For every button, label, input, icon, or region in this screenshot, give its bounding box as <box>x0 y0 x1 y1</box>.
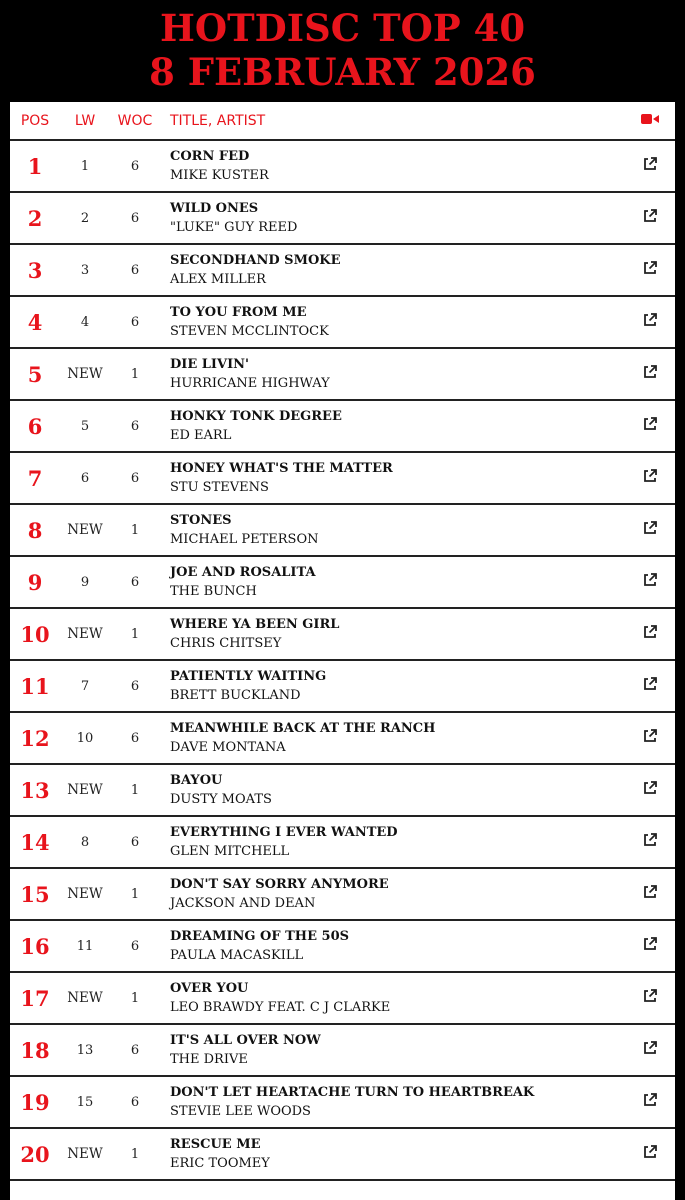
external-link-icon[interactable] <box>625 884 675 904</box>
weeks-on-chart: 6 <box>130 574 140 590</box>
weeks-on-chart: 6 <box>130 470 140 486</box>
external-link-icon[interactable] <box>625 364 675 384</box>
position: 14 <box>20 829 50 855</box>
song-title: DREAMING OF THE 50S <box>170 929 350 944</box>
title-artist <box>160 667 625 705</box>
external-link-icon[interactable] <box>625 1092 675 1112</box>
weeks-on-chart: 1 <box>130 522 140 538</box>
artist-name: STEVIE LEE WOODS <box>170 1104 311 1119</box>
artist-name: STU STEVENS <box>170 480 269 495</box>
external-link-icon[interactable] <box>625 1040 675 1060</box>
weeks-on-chart: 6 <box>130 938 140 954</box>
video-camera-icon[interactable] <box>625 112 675 130</box>
title-artist <box>160 563 625 601</box>
weeks-on-chart: 1 <box>130 782 140 798</box>
last-week: NEW <box>67 990 103 1006</box>
column-header-row <box>10 102 675 141</box>
last-week: 4 <box>80 314 90 330</box>
song-title: STONES <box>170 513 232 528</box>
song-title: JOE AND ROSALITA <box>170 565 316 580</box>
last-week: 11 <box>76 938 94 954</box>
last-week: 7 <box>80 678 90 694</box>
chart-row <box>10 661 675 713</box>
title-artist <box>160 147 625 185</box>
external-link-icon[interactable] <box>625 572 675 592</box>
artist-name: MICHAEL PETERSON <box>170 532 319 547</box>
artist-name: HURRICANE HIGHWAY <box>170 376 330 391</box>
song-title: DON'T SAY SORRY ANYMORE <box>170 877 389 892</box>
position: 2 <box>27 205 43 231</box>
position: 9 <box>27 569 43 595</box>
artist-name: ERIC TOOMEY <box>170 1156 270 1171</box>
position: 19 <box>20 1089 50 1115</box>
song-title: IT'S ALL OVER NOW <box>170 1033 321 1048</box>
song-title: BAYOU <box>170 773 223 788</box>
external-link-icon[interactable] <box>625 1144 675 1164</box>
song-title: SECONDHAND SMOKE <box>170 253 341 268</box>
chart-row <box>10 921 675 973</box>
position: 5 <box>27 361 43 387</box>
song-title: PATIENTLY WAITING <box>170 669 327 684</box>
artist-name: BRETT BUCKLAND <box>170 688 301 703</box>
last-week: NEW <box>67 782 103 798</box>
chart-row <box>10 193 675 245</box>
position: 1 <box>27 153 43 179</box>
artist-name: LEO BRAWDY FEAT. C J CLARKE <box>170 1000 391 1015</box>
external-link-icon[interactable] <box>625 312 675 332</box>
last-week: NEW <box>67 1146 103 1162</box>
artist-name: ALEX MILLER <box>170 272 266 287</box>
song-title: HONKY TONK DEGREE <box>170 409 342 424</box>
last-week: 6 <box>80 470 90 486</box>
last-week: 1 <box>80 158 90 174</box>
chart-row <box>10 973 675 1025</box>
position: 10 <box>20 621 50 647</box>
artist-name: ED EARL <box>170 428 232 443</box>
external-link-icon[interactable] <box>625 832 675 852</box>
position: 8 <box>27 517 43 543</box>
artist-name: STEVEN MCCLINTOCK <box>170 324 329 339</box>
position: 16 <box>20 933 50 959</box>
position: 18 <box>20 1037 50 1063</box>
title-artist <box>160 355 625 393</box>
chart-row <box>10 297 675 349</box>
chart-row <box>10 245 675 297</box>
position: 12 <box>20 725 50 751</box>
song-title: CORN FED <box>170 149 250 164</box>
artist-name: THE DRIVE <box>170 1052 248 1067</box>
title-artist <box>160 875 625 913</box>
title-artist <box>160 615 625 653</box>
last-week: 13 <box>76 1042 94 1058</box>
song-title: EVERYTHING I EVER WANTED <box>170 825 398 840</box>
column-woc[interactable]: WOC <box>117 112 153 129</box>
external-link-icon[interactable] <box>625 624 675 644</box>
column-lw[interactable]: LW <box>74 112 96 129</box>
title-artist <box>160 823 625 861</box>
position: 11 <box>20 673 50 699</box>
weeks-on-chart: 6 <box>130 1094 140 1110</box>
weeks-on-chart: 6 <box>130 730 140 746</box>
weeks-on-chart: 1 <box>130 366 140 382</box>
last-week: 2 <box>80 210 90 226</box>
external-link-icon[interactable] <box>625 260 675 280</box>
title-artist <box>160 979 625 1017</box>
song-title: DON'T LET HEARTACHE TURN TO HEARTBREAK <box>170 1085 535 1100</box>
column-pos[interactable]: POS <box>20 112 50 129</box>
last-week: NEW <box>67 366 103 382</box>
position: 13 <box>20 777 50 803</box>
last-week: 3 <box>80 262 90 278</box>
last-week: NEW <box>67 626 103 642</box>
last-week: NEW <box>67 886 103 902</box>
weeks-on-chart: 6 <box>130 834 140 850</box>
last-week: 15 <box>76 1094 94 1110</box>
artist-name: CHRIS CHITSEY <box>170 636 282 651</box>
chart-row <box>10 1129 675 1181</box>
position: 7 <box>27 465 43 491</box>
artist-name: GLEN MITCHELL <box>170 844 290 859</box>
weeks-on-chart: 6 <box>130 210 140 226</box>
title-artist <box>160 407 625 445</box>
artist-name: DUSTY MOATS <box>170 792 272 807</box>
external-link-icon[interactable] <box>625 676 675 696</box>
external-link-icon[interactable] <box>625 728 675 748</box>
external-link-icon[interactable] <box>625 780 675 800</box>
position: 15 <box>20 881 50 907</box>
weeks-on-chart: 6 <box>130 262 140 278</box>
chart-row <box>10 505 675 557</box>
position: 4 <box>27 309 43 335</box>
song-title: WHERE YA BEEN GIRL <box>170 617 340 632</box>
title-artist <box>160 251 625 289</box>
column-title-artist[interactable]: TITLE, ARTIST <box>170 112 266 129</box>
artist-name: PAULA MACASKILL <box>170 948 304 963</box>
weeks-on-chart: 1 <box>130 1146 140 1162</box>
artist-name: "LUKE" GUY REED <box>170 220 298 235</box>
chart-row <box>10 401 675 453</box>
weeks-on-chart: 6 <box>130 678 140 694</box>
weeks-on-chart: 6 <box>130 418 140 434</box>
position: 3 <box>27 257 43 283</box>
last-week: 9 <box>80 574 90 590</box>
position: 17 <box>20 985 50 1011</box>
weeks-on-chart: 6 <box>130 1042 140 1058</box>
position: 20 <box>20 1141 50 1167</box>
weeks-on-chart: 1 <box>130 990 140 1006</box>
chart-row <box>10 557 675 609</box>
last-week: 10 <box>76 730 94 746</box>
chart-title: HOTDISC TOP 40 <box>159 6 526 50</box>
chart-row <box>10 453 675 505</box>
last-week: 5 <box>80 418 90 434</box>
title-artist <box>160 719 625 757</box>
chart-date: 8 FEBRUARY 2026 <box>149 50 536 94</box>
external-link-icon[interactable] <box>625 156 675 176</box>
song-title: MEANWHILE BACK AT THE RANCH <box>170 721 436 736</box>
chart-row <box>10 869 675 921</box>
weeks-on-chart: 1 <box>130 626 140 642</box>
song-title: OVER YOU <box>170 981 249 996</box>
song-title: WILD ONES <box>170 201 259 216</box>
song-title: DIE LIVIN' <box>170 357 250 372</box>
chart-rows <box>10 141 675 1181</box>
artist-name: JACKSON AND DEAN <box>170 896 316 911</box>
chart-row <box>10 765 675 817</box>
chart-header <box>0 0 685 102</box>
weeks-on-chart: 6 <box>130 314 140 330</box>
last-week: 8 <box>80 834 90 850</box>
position: 6 <box>27 413 43 439</box>
chart-row <box>10 609 675 661</box>
external-link-icon[interactable] <box>625 988 675 1008</box>
chart-row <box>10 817 675 869</box>
artist-name: THE BUNCH <box>170 584 257 599</box>
title-artist <box>160 1031 625 1069</box>
chart-row <box>10 1025 675 1077</box>
chart-row <box>10 349 675 401</box>
external-link-icon[interactable] <box>625 520 675 540</box>
external-link-icon[interactable] <box>625 416 675 436</box>
weeks-on-chart: 6 <box>130 158 140 174</box>
external-link-icon[interactable] <box>625 936 675 956</box>
title-artist <box>160 459 625 497</box>
title-artist <box>160 511 625 549</box>
chart-table <box>10 102 675 1200</box>
title-artist <box>160 1083 625 1121</box>
artist-name: MIKE KUSTER <box>170 168 269 183</box>
chart-row <box>10 141 675 193</box>
title-artist <box>160 1135 625 1173</box>
chart-row <box>10 1077 675 1129</box>
song-title: HONEY WHAT'S THE MATTER <box>170 461 393 476</box>
weeks-on-chart: 1 <box>130 886 140 902</box>
title-artist <box>160 199 625 237</box>
title-artist <box>160 771 625 809</box>
external-link-icon[interactable] <box>625 468 675 488</box>
chart-row <box>10 713 675 765</box>
external-link-icon[interactable] <box>625 208 675 228</box>
song-title: RESCUE ME <box>170 1137 261 1152</box>
title-artist <box>160 927 625 965</box>
title-artist <box>160 303 625 341</box>
song-title: TO YOU FROM ME <box>170 305 307 320</box>
last-week: NEW <box>67 522 103 538</box>
artist-name: DAVE MONTANA <box>170 740 286 755</box>
